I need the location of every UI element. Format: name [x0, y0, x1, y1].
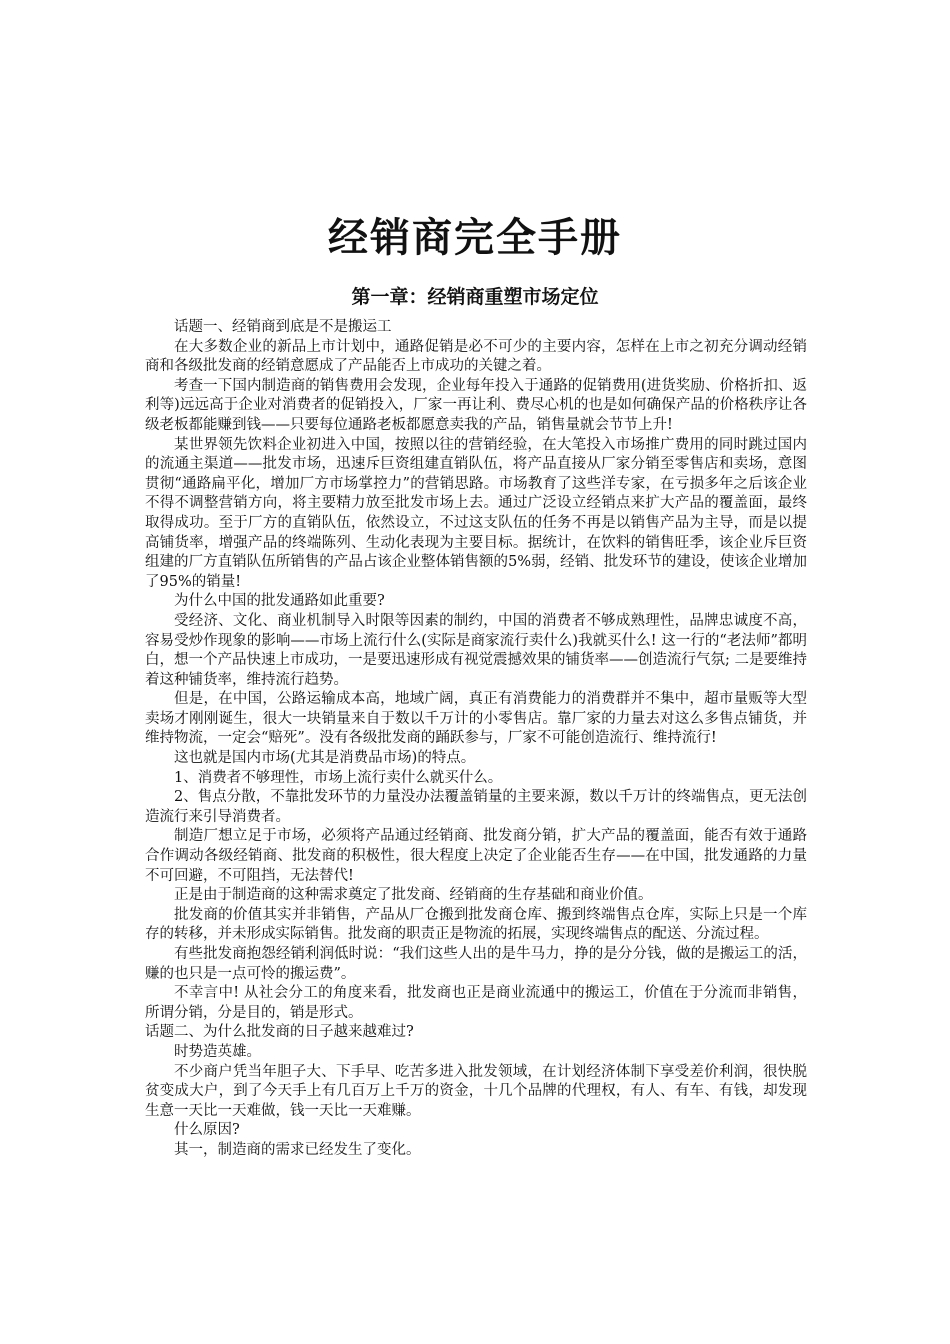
paragraph: 受经济、文化、商业机制导入时限等因素的制约，中国的消费者不够成熟理性，品牌忠诚度不高，容易受炒作现象的影响——市场上流行什么(实际是商家流行卖什么)我就买什么! 这一行的“老法师”都明白，想一个产品快速上市成功，一是要迅速形成有视觉震撼效果的铺货率——创造流行气氛; 二是要维持着这种铺货率，维持流行趋势。: [145, 612, 807, 688]
body-text: [145, 318, 807, 1161]
paragraph: 不少商户凭当年胆子大、下手早、吃苦多进入批发领域，在计划经济体制下享受差价利润，很快脱贫变成大户，到了今天手上有几百万上千万的资金，十几个品牌的代理权，有人、有车、有钱，却发现生意一天比一天难做，钱一天比一天难赚。: [145, 1063, 807, 1119]
document-title: 经销商完全手册: [328, 214, 622, 261]
paragraph: 话题二、为什么批发商的日子越来越难过?: [145, 1024, 414, 1041]
paragraph: 话题一、经销商到底是不是搬运工: [174, 319, 392, 335]
paragraph: 什么原因?: [174, 1122, 240, 1139]
paragraph: 时势造英雄。: [174, 1043, 261, 1060]
paragraph: 不幸言中! 从社会分工的角度来看，批发商也正是商业流通中的搬运工，价值在于分流而非销售，所谓分销，分是目的，销是形式。: [145, 985, 807, 1021]
paragraph: 正是由于制造商的这种需求奠定了批发商、经销商的生存基础和商业价值。: [174, 887, 653, 904]
paragraph: 有些批发商抱怨经销利润低时说：“我们这些人出的是牛马力，挣的是分分钱，做的是搬运工的活，赚的也只是一点可怜的搬运费”。: [145, 946, 807, 982]
chapter-title: 第一章：经销商重塑市场定位: [351, 286, 599, 308]
paragraph: 2、售点分散，不靠批发环节的力量没办法覆盖销量的主要来源，数以千万计的终端售点，更无法创造流行来引导消费者。: [145, 789, 807, 825]
paragraph: 制造厂想立足于市场，必须将产品通过经销商、批发商分销，扩大产品的覆盖面，能否有效于通路合作调动各级经销商、批发商的积极性，很大程度上决定了企业能否生存——在中国，批发通路的力量不可回避，不可阻挡，无法替代!: [145, 828, 807, 884]
paragraph: 这也就是国内市场(尤其是消费品市场)的特点。: [174, 750, 476, 767]
paragraph: 批发商的价值其实并非销售，产品从厂仓搬到批发商仓库、搬到终端售点仓库，实际上只是一个库存的转移，并未形成实际销售。批发商的职责正是物流的拓展，实现终端售点的配送、分流过程。: [145, 906, 807, 943]
paragraph: 为什么中国的批发通路如此重要?: [174, 593, 385, 610]
paragraph: 其一，制造商的需求已经发生了变化。: [174, 1141, 421, 1158]
paragraph: 考查一下国内制造商的销售费用会发现，企业每年投入于通路的促销费用(进货奖励、价格折扣、返利等)远远高于企业对消费者的促销投入，厂家一再让利、费尽心机的也是如何确保产品的价格秩序让各级老板都能赚到钱——只要每位通路老板都愿意卖我的产品，销售量就会节节上升!: [145, 377, 807, 433]
paragraph: 1、消费者不够理性，市场上流行卖什么就买什么。: [174, 769, 503, 786]
paragraph: 但是，在中国，公路运输成本高，地域广阔，真正有消费能力的消费群并不集中，超市量贩等大型卖场才刚刚诞生，很大一块销量来自于数以千万计的小零售店。靠厂家的力量去对这么多售点铺货，并维持物流，一定会“赔死”。没有各级批发商的踊跃参与，厂家不可能创造流行、维持流行!: [145, 691, 807, 747]
paragraph: 在大多数企业的新品上市计划中，通路促销是必不可少的主要内容，怎样在上市之初充分调动经销商和各级批发商的经销意愿成了产品能否上市成功的关键之着。: [145, 338, 807, 375]
paragraph: 某世界领先饮料企业初进入中国，按照以往的营销经验，在大笔投入市场推广费用的同时跳过国内的流通主渠道——批发市场，迅速斥巨资组建直销队伍，将产品直接从厂家分销至零售店和卖场，意图贯彻“通路扁平化，增加厂方市场掌控力”的营销思路。市场教育了这些洋专家，在亏损多年之后该企业不得不调整营销方向，将主要精力放至批发市场上去。通过广泛设立经销点来扩大产品的覆盖面，最终取得成功。至于厂方的直销队伍，依然设立，不过这支队伍的任务不再是以销售产品为主导，而是以提高铺货率，增强产品的终端陈列、生动化表现为主要目标。据统计，在饮料的销售旺季，该企业斥巨资组建的厂方直销队伍所销售的产品占该企业整体销售额的5%弱，经销、批发环节的建设，使该企业增加了95%的销量!: [145, 436, 807, 590]
